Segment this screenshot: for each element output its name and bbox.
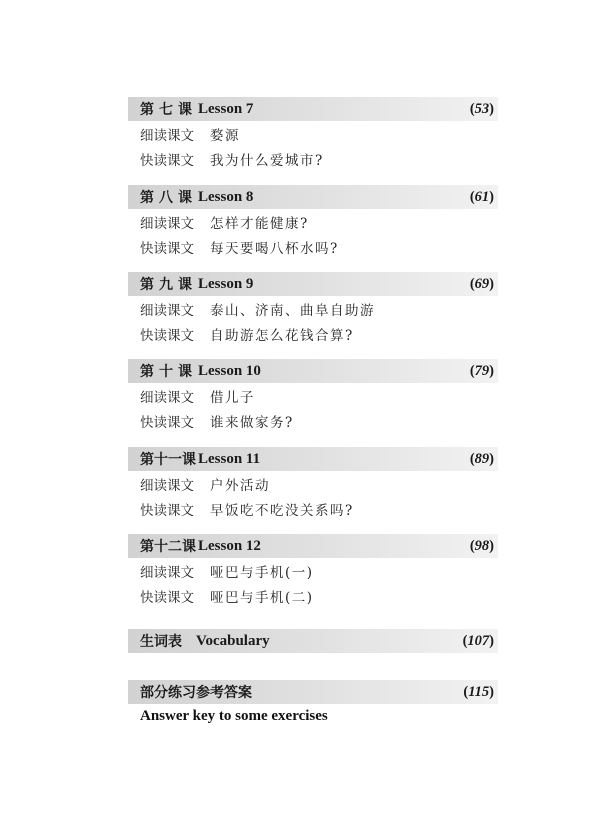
page-number: (107) bbox=[462, 633, 494, 649]
answer-key-chinese-title: 部分练习参考答案 bbox=[140, 685, 252, 701]
lesson-number: 第十二课 bbox=[140, 539, 196, 555]
reading-type: 快读课文 bbox=[140, 589, 194, 606]
reading-row[interactable] bbox=[128, 471, 498, 496]
reading-title: 我为什么爱城市? bbox=[210, 152, 324, 169]
reading-title: 户外活动 bbox=[210, 477, 270, 494]
lesson-english-title: Lesson 8 bbox=[198, 188, 254, 205]
lesson-english-title: Lesson 7 bbox=[198, 100, 254, 117]
reading-title: 怎样才能健康? bbox=[210, 215, 309, 232]
page-value: 89 bbox=[474, 451, 490, 467]
reading-type: 细读课文 bbox=[140, 477, 194, 494]
lesson-header[interactable] bbox=[128, 185, 498, 209]
answer-key-entry[interactable] bbox=[128, 680, 498, 704]
page-value: 79 bbox=[474, 363, 490, 379]
reading-title: 谁来做家务? bbox=[210, 414, 294, 431]
reading-type: 快读课文 bbox=[140, 327, 194, 344]
answer-key-english-title: Answer key to some exercises bbox=[140, 708, 328, 724]
reading-type: 快读课文 bbox=[140, 502, 194, 519]
reading-title: 婺源 bbox=[210, 127, 240, 144]
page-value: 69 bbox=[474, 276, 490, 292]
reading-type: 快读课文 bbox=[140, 240, 194, 257]
page-number: (61) bbox=[469, 189, 494, 205]
lesson-10-entry[interactable] bbox=[128, 359, 498, 433]
reading-title: 借儿子 bbox=[210, 389, 255, 406]
reading-type: 细读课文 bbox=[140, 127, 194, 144]
vocabulary-entry[interactable] bbox=[128, 629, 498, 653]
lesson-english-title: Lesson 10 bbox=[198, 362, 261, 379]
page-value: 107 bbox=[467, 633, 490, 649]
reading-type: 快读课文 bbox=[140, 152, 194, 169]
lesson-number: 第八课 bbox=[140, 190, 197, 206]
reading-title: 泰山、济南、曲阜自助游 bbox=[210, 302, 375, 319]
reading-row[interactable] bbox=[128, 321, 498, 346]
lesson-header[interactable] bbox=[128, 272, 498, 296]
lesson-number: 第九课 bbox=[140, 277, 197, 293]
reading-type: 细读课文 bbox=[140, 564, 194, 581]
lesson-header[interactable] bbox=[128, 447, 498, 471]
lesson-11-entry[interactable] bbox=[128, 447, 498, 521]
lesson-9-entry[interactable] bbox=[128, 272, 498, 346]
lesson-number: 第十课 bbox=[140, 364, 197, 380]
reading-row[interactable] bbox=[128, 146, 498, 171]
reading-row[interactable] bbox=[128, 121, 498, 146]
lesson-7-entry[interactable] bbox=[128, 97, 498, 171]
reading-type: 快读课文 bbox=[140, 414, 194, 431]
page-number: (53) bbox=[469, 101, 494, 117]
page-number: (69) bbox=[469, 276, 494, 292]
reading-title: 哑巴与手机(一) bbox=[210, 564, 314, 581]
page-number: (98) bbox=[469, 538, 494, 554]
reading-type: 细读课文 bbox=[140, 389, 194, 406]
reading-type: 细读课文 bbox=[140, 302, 194, 319]
reading-row[interactable] bbox=[128, 558, 498, 583]
lesson-number: 第七课 bbox=[140, 102, 197, 118]
page-value: 61 bbox=[474, 189, 490, 205]
page-number: (79) bbox=[469, 363, 494, 379]
reading-row[interactable] bbox=[128, 583, 498, 608]
lesson-header[interactable] bbox=[128, 534, 498, 558]
page-number: (89) bbox=[469, 451, 494, 467]
page-value: 53 bbox=[474, 101, 490, 117]
reading-type: 细读课文 bbox=[140, 215, 194, 232]
reading-row[interactable] bbox=[128, 209, 498, 234]
vocabulary-header[interactable] bbox=[128, 629, 498, 653]
reading-row[interactable] bbox=[128, 383, 498, 408]
lesson-english-title: Lesson 9 bbox=[198, 275, 254, 292]
page-number: (115) bbox=[463, 684, 494, 700]
reading-row[interactable] bbox=[128, 496, 498, 521]
vocabulary-english-title: Vocabulary bbox=[196, 632, 270, 649]
page-value: 115 bbox=[468, 684, 490, 700]
vocabulary-chinese-title: 生词表 bbox=[140, 634, 182, 650]
lesson-8-entry[interactable] bbox=[128, 185, 498, 259]
lesson-english-title: Lesson 12 bbox=[198, 537, 261, 554]
reading-row[interactable] bbox=[128, 408, 498, 433]
lesson-header[interactable] bbox=[128, 97, 498, 121]
page-value: 98 bbox=[474, 538, 490, 554]
lesson-number: 第十一课 bbox=[140, 452, 196, 468]
reading-title: 自助游怎么花钱合算? bbox=[210, 327, 354, 344]
reading-title: 早饭吃不吃没关系吗? bbox=[210, 502, 354, 519]
lesson-english-title: Lesson 11 bbox=[198, 450, 261, 467]
reading-row[interactable] bbox=[128, 296, 498, 321]
lesson-12-entry[interactable] bbox=[128, 534, 498, 608]
reading-row[interactable] bbox=[128, 234, 498, 259]
reading-title: 每天要喝八杯水吗? bbox=[210, 240, 339, 257]
lesson-header[interactable] bbox=[128, 359, 498, 383]
reading-title: 哑巴与手机(二) bbox=[210, 589, 314, 606]
answer-key-header[interactable] bbox=[128, 680, 498, 704]
